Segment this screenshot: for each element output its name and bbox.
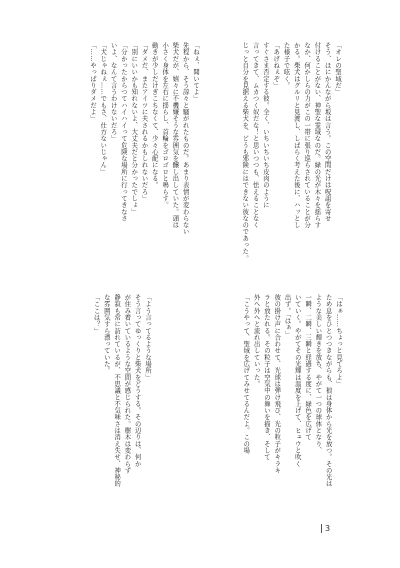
text-line: た様子で呟く。: [282, 42, 290, 89]
text-line: 柴犬だが、嬉々に不機嫌そうな雰囲気を醸し出していた。頭は: [171, 42, 179, 229]
text-line: 言ってきて、ムカつく奴だな！と思いつつも、怯えることなく: [251, 42, 259, 229]
text-line: 「別にいいかも知れないよ、大丈夫だと分かったでしょ」: [130, 42, 138, 215]
text-line: な雰囲気すら漂っていた。: [102, 294, 110, 374]
page-number-divider: [321, 524, 322, 533]
text-line: 「犬じゃねぇ……でもさ、仕方ないじゃん」: [99, 42, 107, 175]
text-line: 静寂も常に訪れているが、不思議と不気味さは消え失せ、神秘的: [113, 294, 121, 487]
text-line: が住み着いているような空間が感じられた。樹木は変わらず: [123, 294, 131, 474]
text-line: ため息をひとつつきながらも、狼は身体から光を放つ。その光は: [324, 294, 332, 487]
text-line: ような美しい輝きを放ち、やがて一つの球体となり、: [314, 294, 322, 454]
text-line: ラと放たれる。その粒子は空気中の舞いを描き、そして: [262, 294, 270, 461]
page-number: [321, 524, 330, 533]
text-line: 「ダメだ、またアイツに夫されるかもしれないだろ」: [140, 42, 148, 202]
text-line: なか、何かしらの力がこの一帯に張り巡らされていることが分: [303, 42, 311, 229]
text-line: そう言ってゆっくりと柴犬をどうする。その辺りは、何か: [133, 294, 141, 467]
text-line: 「ここは？」: [92, 294, 100, 334]
text-line: 小さく身体を左右に揺らし、首輪をゴロゴロと鳴らす。: [161, 42, 169, 209]
text-line: 「はぁ……ちょっと見てろよ」: [335, 294, 342, 388]
text-line: 「ねぇ、聞いてよ」: [192, 42, 199, 102]
text-line: 先程から、そう諄々と騒がれたものだ。あまり表情が変わらない: [181, 42, 189, 235]
text-line: 「こうやって、聖域を広げてみせてるんだよ。この場: [242, 294, 250, 454]
text-line: 一瞬、二瞬、三瞬と経過する度に、緑色を広げて: [304, 294, 312, 441]
text-line: 動きが少しだけぎこちなくて、少々心配になる。: [150, 42, 158, 189]
text-line: 外へ外へと流れ出していった。: [252, 294, 260, 388]
text-line: かる。柴犬はグルリと見渡し、しばらく考えた後に、ハッとし: [292, 42, 300, 229]
text-line: いよ、なんて言うわけないだろ」: [109, 42, 117, 142]
page-number-text: 3: [325, 524, 331, 533]
upper-right-text-block: [209, 42, 342, 262]
text-line: 「あげねぇぞ」: [272, 42, 280, 89]
lower-right-text-block: [152, 294, 343, 499]
text-line: すぐさま否定する彼。全く、いちいちいち皮肉のように: [261, 42, 269, 209]
text-line: 彼の掛け声に合わせて、光球は弾け飛び、光の粒子がキラキ: [273, 294, 281, 474]
text-line: いていく。やがてその光輝は温度を上げて、ヒュウと吹く: [293, 294, 301, 467]
text-line: そう、ほにかんながら坂は言う。この空間だけは呪詛を寄せ: [323, 42, 331, 222]
text-line: 「……やっぱりダメだよ」: [89, 42, 97, 122]
text-line: 「分かったからつてハイハイって危険な場所に行ってきなさ: [119, 42, 127, 222]
text-line: 付けることがない、神聖な霊域なのだ。緑の光が木々を揺らす: [313, 42, 321, 229]
lower-left-text-block: [60, 294, 152, 499]
text-line: 「よう言ってるような場所」: [144, 294, 151, 381]
text-line: 出ず。「はぁ」: [283, 294, 291, 338]
text-line: 「オレの聖域だ」: [334, 42, 341, 96]
upper-left-text-block: [60, 42, 200, 234]
text-line: じっと自分を見据える柴犬を、どうも邪険にはできない彼なのであった。: [241, 42, 249, 262]
